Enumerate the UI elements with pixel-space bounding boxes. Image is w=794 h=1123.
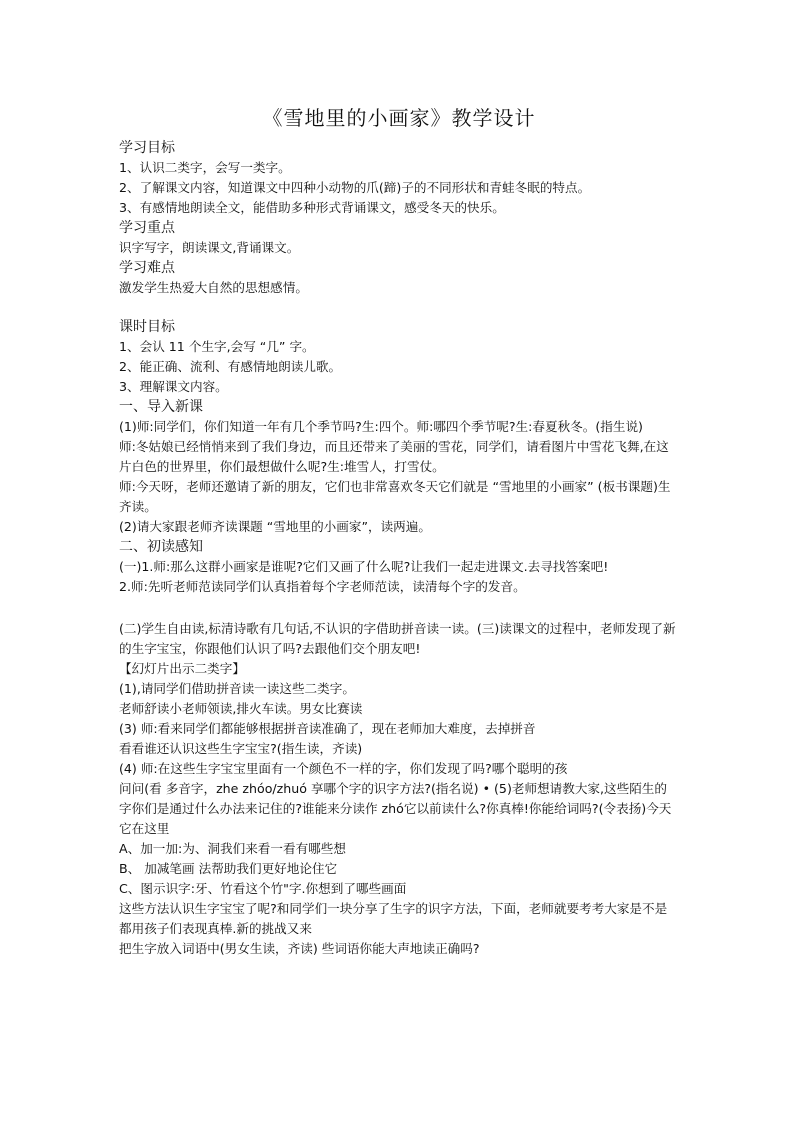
lesson-goal-item: 1、会认 11 个生字,会写 “几” 字。 <box>119 339 315 354</box>
lesson-heading: 课时目标 <box>119 319 175 335</box>
focus-heading: 学习重点 <box>119 220 175 236</box>
section2-paragraph: 老师舒读小老师领读,排火车读。男女比赛读 <box>119 701 363 716</box>
goals-heading: 学习目标 <box>119 140 175 156</box>
section2-paragraph: (二)学生自由读,标清诗歌有几句话,不认识的字借助拼音读一读。(三)读课文的过程中，老师发现了新的生字宝宝，你跟他们认识了吗?去跟他们交个朋友吧! <box>119 621 676 656</box>
lesson-goal-item: 3、理解课文内容。 <box>119 379 228 394</box>
goal-item: 2、了解课文内容，知道课文中四种小动物的爪(蹄)子的不同形状和青蛙冬眠的特点。 <box>119 180 591 195</box>
section1-paragraph: (2)请大家跟老师齐读课题 “雪地里的小画家”，读两遍。 <box>119 519 431 534</box>
blank-line <box>119 298 679 317</box>
section2-paragraph: (一)1.师:那么这群小画家是谁呢?它们又画了什么呢?让我们一起走进课文.去寻找答案吧! <box>119 559 609 574</box>
goal-item: 1、认识二类字，会写一类字。 <box>119 160 291 175</box>
section2-paragraph: (3) 师:看来同学们都能够根据拼音读准确了，现在老师加大难度，去掉拼音 <box>119 721 536 736</box>
section2-paragraph: 看看谁还认识这些生字宝宝?(指生读，齐读) <box>119 741 363 756</box>
section2-paragraph: A、加一加:为、洞我们来看一看有哪些想 <box>119 841 346 856</box>
document-body <box>119 138 679 959</box>
section2-heading: 二、初读感知 <box>119 539 203 555</box>
section1-paragraph: (1)师:同学们，你们知道一年有几个季节吗?生:四个。师:哪四个季节呢?生:春夏秋冬。(指生说) <box>119 419 643 434</box>
section2-paragraph: (1),请同学们借助拼音读一读这些二类字。 <box>119 681 355 696</box>
section2-paragraph: 2.师:先听老师范读同学们认真指着每个字老师范读，读清每个字的发音。 <box>119 579 526 594</box>
blank-line <box>119 597 679 619</box>
section1-paragraph: 师:冬姑娘已经悄悄来到了我们身边，而且还带来了美丽的雪花，同学们，请看图片中雪花飞舞,在这片白色的世界里，你们最想做什么呢?生:堆雪人，打雪仗。 <box>119 439 669 474</box>
goal-item: 3、有感情地朗读全文，能借助多种形式背诵课文，感受冬天的快乐。 <box>119 200 505 215</box>
difficulty-heading: 学习难点 <box>119 260 175 276</box>
section2-paragraph: C、图示识字:牙、竹看这个竹"字.你想到了哪些画面 <box>119 881 407 896</box>
section1-paragraph: 师:今天呀，老师还邀请了新的朋友，它们也非常喜欢冬天它们就是 “雪地里的小画家” (板书课题)生齐读。 <box>119 479 671 514</box>
difficulty-text: 激发学生热爱大自然的思想感情。 <box>119 280 308 295</box>
section1-heading: 一、导入新课 <box>119 399 203 415</box>
document-title: 《雪地里的小画家》教学设计 <box>262 106 536 130</box>
section2-paragraph: 问问(看 多音字，zhe zhóo/zhuó 享哪个字的识字方法?(指名说) • (5)老师想请教大家,这些陌生的字你们是通过什么办法来记住的?谁能来分读作 zhó它以前读什么?你真棒!你能给词吗?(令表扬)今天它在这里 <box>119 781 672 836</box>
section2-paragraph: 这些方法认识生字宝宝了呢?和同学们一块分享了生字的识字方法，下面，老师就要考考大家是不是都用孩子们表现真棒.新的挑战又来 <box>119 901 668 936</box>
lesson-goal-item: 2、能正确、流利、有感情地朗读儿歌。 <box>119 359 342 374</box>
section2-paragraph: B、 加减笔画 法帮助我们更好地论住它 <box>119 861 338 876</box>
section2-paragraph: 把生字放入词语中(男女生读，齐读) 些词语你能大声地读正确吗? <box>119 941 480 956</box>
section2-paragraph: 【幻灯片出示二类字】 <box>119 661 245 676</box>
section2-paragraph: (4) 师:在这些生字宝宝里面有一个颜色不一样的字，你们发现了吗?哪个聪明的孩 <box>119 761 568 776</box>
focus-text: 识字写字，朗读课文,背诵课文。 <box>119 240 300 255</box>
